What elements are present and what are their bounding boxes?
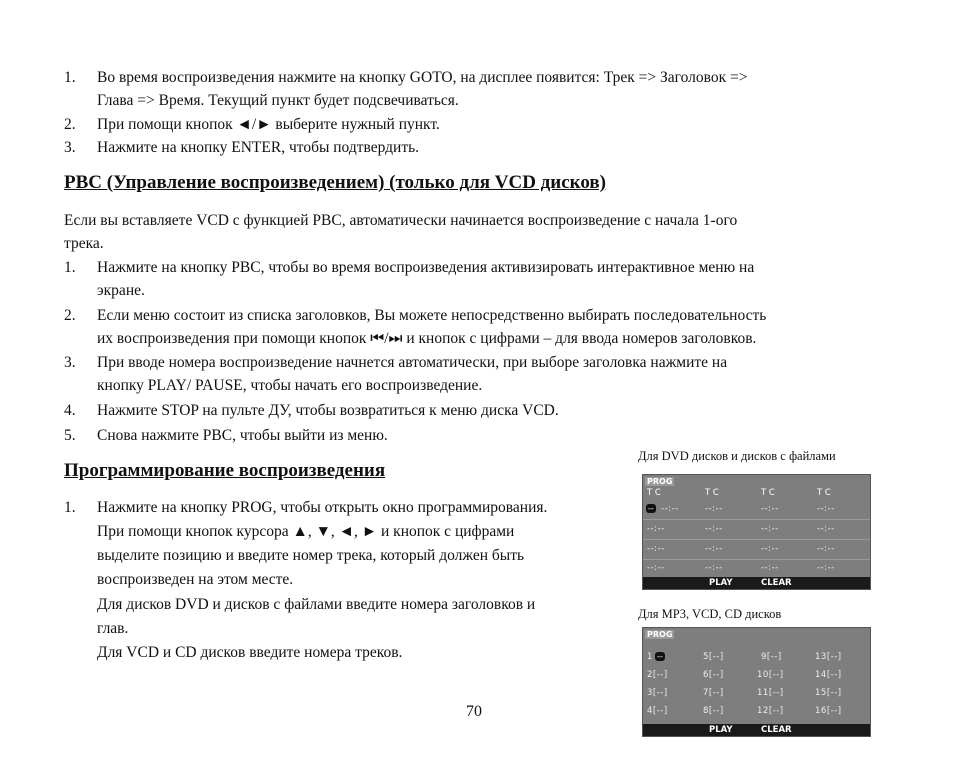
slot-cell: --:-- [661,504,679,514]
list-item-text: Нажмите на кнопку PBC, чтобы во время воспроизведения активизировать интерактивное меню на [97,259,755,276]
list-number: 5. [64,427,76,444]
list-item-text: Нажмите на кнопку ENTER, чтобы подтвердить. [97,139,420,156]
list-item-text: Снова нажмите PBC, чтобы выйти из меню. [97,427,388,444]
prog-action-bar [643,577,870,589]
slot-cell: --:-- [761,563,779,573]
list-number: 3. [64,139,76,156]
slot-cell: --:-- [647,563,665,573]
slot-cell: 7[--] [703,688,724,698]
slot-cell: 2[--] [647,670,668,680]
list-item-text: воспроизведен на этом месте. [97,571,294,588]
selected-slot: -- [648,504,654,513]
list-item-text: При помощи кнопок ◄/► выберите нужный пункт. [97,116,440,133]
slot-cell: 6[--] [703,670,724,680]
slot-cell: --:-- [761,504,779,514]
list-item-text: выделите позицию и введите номер трека, который должен быть [97,547,525,564]
prog-screen-mp3 [642,627,871,737]
slot-cell: --:-- [817,524,835,534]
slot-cell: 16[--] [815,706,842,716]
prog-tag: PROG [647,630,673,639]
list-item-text: Для дисков DVD и дисков с файлами введите номера заголовков и [97,596,536,613]
list-number: 1. [64,499,76,516]
list-item-text: Глава => Время. Текущий пункт будет подсвечиваться. [97,92,459,109]
slot-cell: 14[--] [815,670,842,680]
slot-cell: 9[--] [761,652,782,662]
slot-cell: --:-- [817,544,835,554]
slot-cell: --:-- [705,563,723,573]
list-item-text: глав. [97,620,129,637]
list-item-text: При помощи кнопок курсора ▲, ▼, ◄, ► и кнопок с цифрами [97,523,515,540]
column-header: T C [817,488,831,498]
list-number: 3. [64,354,76,371]
slot-cell: --:-- [705,524,723,534]
list-item-text: Для VCD и CD дисков введите номера треков. [97,644,403,661]
slot-cell: 3[--] [647,688,668,698]
prog-action-bar [643,724,870,736]
list-number: 2. [64,116,76,133]
prog-tag: PROG [647,477,673,486]
slot-cell: --:-- [647,524,665,534]
section-heading-prog: Программирование воспроизведения [64,460,386,481]
column-header: T C [761,488,775,498]
list-number: 4. [64,402,76,419]
clear-option: CLEAR [761,725,792,735]
column-header: T C [647,488,661,498]
prog-screen-dvd [642,474,871,590]
column-header: T C [705,488,719,498]
list-item-text: их воспроизведения при помощи кнопок ⏮/⏭ и кнопок с цифрами – для ввода номеров заголовков. [97,330,757,347]
list-item-text: Во время воспроизведения нажмите на кнопку GOTO, на дисплее появится: Трек => Заголовок => [97,69,748,86]
list-item-text: Нажмите STOP на пульте ДУ, чтобы возвратиться к меню диска VCD. [97,402,559,419]
clear-option: CLEAR [761,578,792,588]
selected-slot: -- [657,652,663,661]
slot-cell: 4[--] [647,706,668,716]
list-item-text: Если меню состоит из списка заголовков, Вы можете непосредственно выбирать последовательность [97,307,767,324]
slot-cell: 10[--] [757,670,784,680]
slot-cell: 12[--] [757,706,784,716]
slot-cell: 1 [647,652,653,662]
slot-cell: 8[--] [703,706,724,716]
figure-caption-mp3: Для MP3, VCD, CD дисков [638,607,782,621]
list-item-text: кнопку PLAY/ PAUSE, чтобы начать его воспроизведение. [97,377,483,394]
slot-cell: --:-- [761,544,779,554]
slot-cell: 13[--] [815,652,842,662]
play-option: PLAY [709,578,733,588]
page-number: 70 [466,703,482,720]
list-item-text: Нажмите на кнопку PROG, чтобы открыть окно программирования. [97,499,548,516]
slot-cell: --:-- [647,544,665,554]
slot-cell: 5[--] [703,652,724,662]
list-item-text: экране. [97,282,145,299]
list-item-text: При вводе номера воспроизведение начнется автоматически, при выборе заголовка нажмите на [97,354,728,371]
slot-cell: --:-- [817,504,835,514]
slot-cell: --:-- [817,563,835,573]
slot-cell: --:-- [705,504,723,514]
slot-cell: --:-- [761,524,779,534]
list-number: 1. [64,259,76,276]
intro-text: Если вы вставляете VCD с функцией PBC, автоматически начинается воспроизведение с начала 1-ого [64,212,738,229]
slot-cell: 15[--] [815,688,842,698]
intro-text: трека. [64,235,104,252]
list-number: 2. [64,307,76,324]
play-option: PLAY [709,725,733,735]
slot-cell: 11[--] [757,688,784,698]
list-number: 1. [64,69,76,86]
section-heading-pbc: PBC (Управление воспроизведением) (только для VCD дисков) [64,172,606,193]
slot-cell: --:-- [705,544,723,554]
figure-caption-dvd: Для DVD дисков и дисков с файлами [638,449,836,463]
